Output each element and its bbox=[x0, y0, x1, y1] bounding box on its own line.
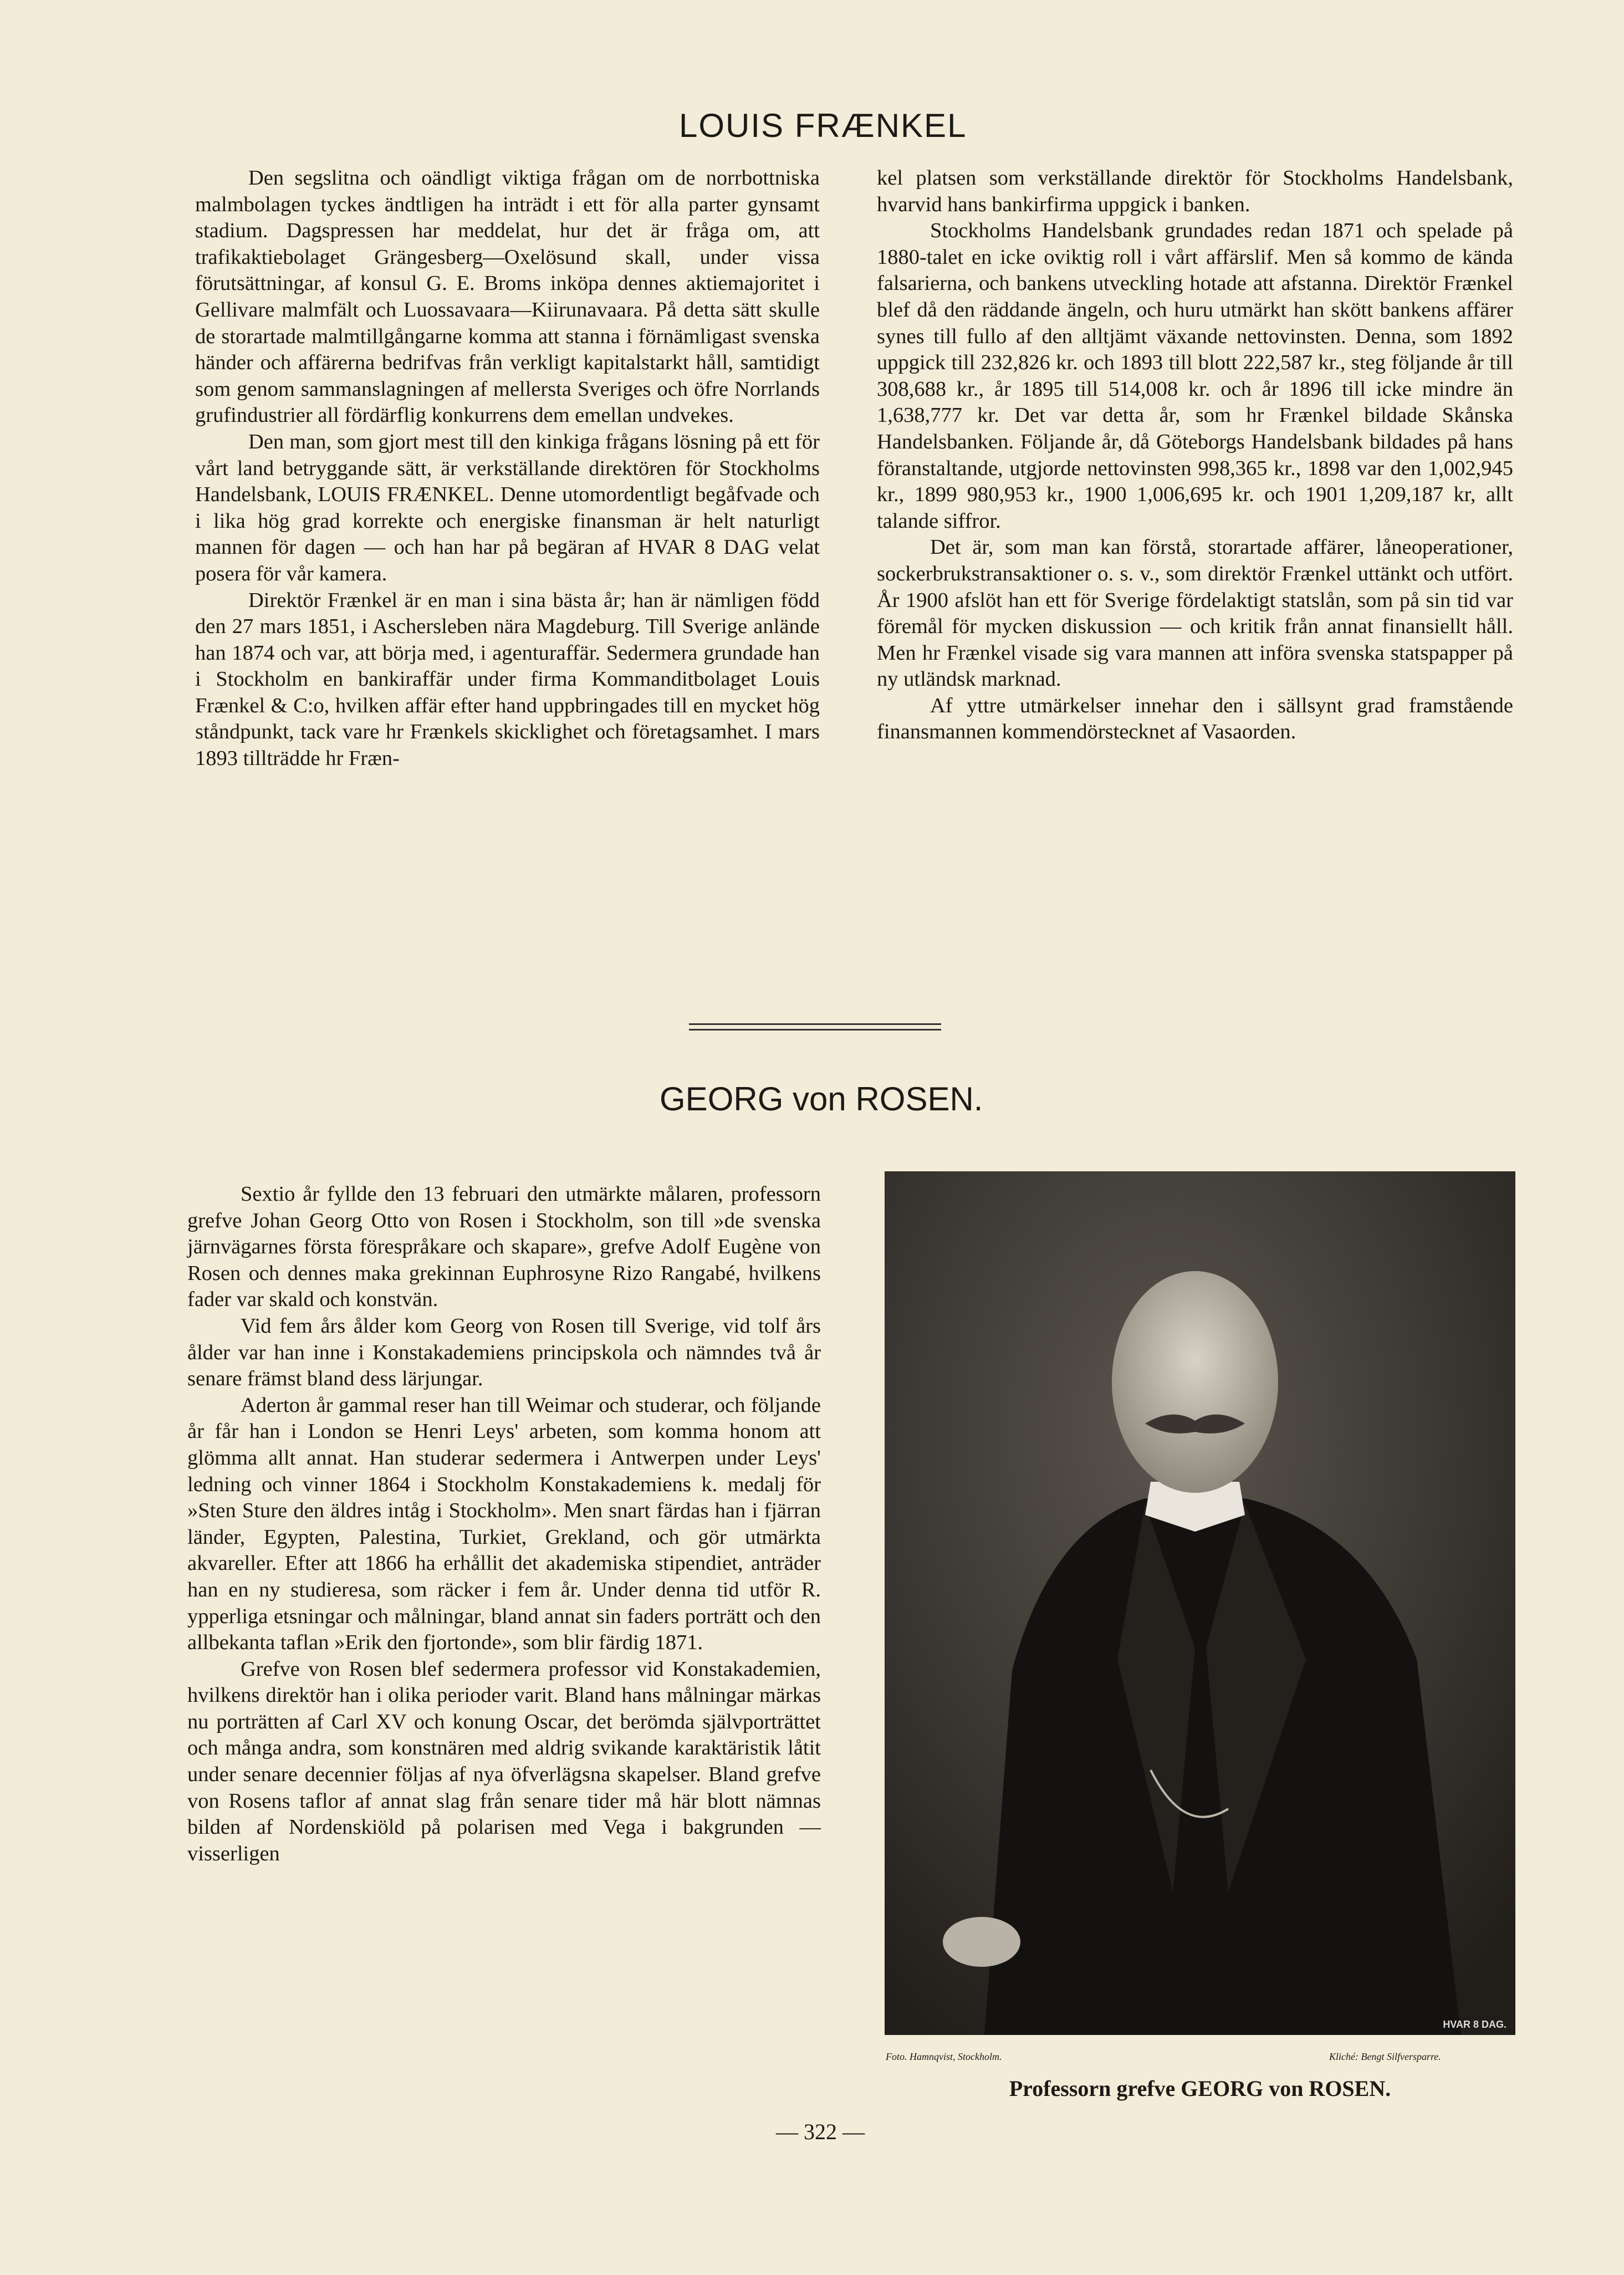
paragraph: Stockholms Handelsbank grundades redan 1871 och spelade på 1880-talet en icke oviktig roll i vårt affärslif. Men så kommo de kända falsarierna, och bankens utveckling hotade att afstanna. Direktör Frænkel blef då den räddande ängeln, och huru utmärkt han skött bankens affärer synes till fullo af den alltjämt växande nettovinsten. Denna, som 1892 uppgick till 232,826 kr. och 1893 till blott 222,587 kr., steg följande år till 308,688 kr., år 1895 till 514,008 kr. och år 1896 till icke mindre än 1,638,777 kr. Det var detta år, som hr Frænkel bildade Skånska Handelsbanken. Följande år, då Göteborgs Handelsbank bildades på hans föranstaltande, utgjorde nettovinsten 998,365 kr., 1898 var den 1,002,945 kr., 1899 980,953 kr., 1900 1,006,695 kr. och 1901 1,209,187 kr, allt talande siffror. bbox=[877, 219, 1513, 533]
article-fraenkel-right-column bbox=[877, 165, 1513, 746]
paragraph: Sextio år fyllde den 13 februari den utmärkte målaren, professorn grefve Johan Georg Otto von Rosen i Stockholm, son till »de svenska järnvägarnes första förespråkare och skapare», grefve Adolf Eugène von Rosen och dennes maka grekinnan Euphrosyne Rizo Rangabé, hvilkens fader var skald och konstvän. bbox=[187, 1182, 821, 1312]
section-divider-top bbox=[689, 1023, 941, 1025]
paragraph: Af yttre utmärkelser innehar den i sällsynt grad framstående finansmannen kommendörstecknet af Vasaorden. bbox=[877, 693, 1513, 744]
paragraph: Det är, som man kan förstå, storartade affärer, låneoperationer, sockerbrukstransaktioner o. s. v., som direktör Frænkel uttänkt och utfört. År 1900 afslöt han ett för Sverige fördelaktigt statslån, som på sin tid var föremål för mycken diskussion — och kritik från annat finansiellt håll. Men hr Frænkel visade sig vara mannen att införa svenska statspapper på ny utländsk marknad. bbox=[877, 535, 1513, 691]
page-number: — 322 — bbox=[776, 2119, 865, 2144]
section-divider-bottom bbox=[689, 1029, 941, 1031]
article-title-fraenkel: LOUIS FRÆNKEL bbox=[679, 107, 967, 144]
paragraph: Grefve von Rosen blef sedermera professor vid Konstakademien, hvilkens direktör han i olika perioder varit. Bland hans målningar märkas nu porträtten af Carl XV och konung Oscar, det berömda självporträttet och många andra, som konstnären med aldrig svikande karaktäristik låtit under senare decennier följas af nya öfverlägsna skapelser. Bland grefve von Rosens taflor af annat slag från senare tider må här blott nämnas bilden af Nordenskiöld på polarisen med Vega i bakgrunden — visserligen bbox=[187, 1657, 821, 1865]
paragraph: Vid fem års ålder kom Georg von Rosen till Sverige, vid tolf års ålder var han inne i Konstakademiens principskola och nämndes två år senare främst bland dess lärjungar. bbox=[187, 1314, 821, 1391]
paragraph: kel platsen som verkställande direktör för Stockholms Handelsbank, hvarvid hans bankirfirma uppgick i banken. bbox=[877, 166, 1513, 216]
portrait-figure-illustration bbox=[885, 1171, 1515, 2035]
photo-watermark: HVAR 8 DAG. bbox=[1443, 2019, 1506, 2030]
paragraph: Aderton år gammal reser han till Weimar och studerar, och följande år får han i London se Henri Leys' arbeten, som komma honom att glömma allt annat. Han studerar sedermera i Antwerpen under Leys' ledning och vinner 1864 i Stockholm Konstakademiens k. medalj för »Sten Sture den äldres intåg i Stockholm». Men snart färdas han i fjärran länder, Egypten, Palestina, Turkiet, Grekland, och gör utmärkta akvareller. Efter att 1866 ha erhållit det akademiska stipendiet, anträder han en ny studieresa, som räcker i fem år. Under denna tid utför R. ypperliga etsningar och målningar, bland annat sin faders porträtt och den allbekanta taflan »Erik den fjortonde», som blir färdig 1871. bbox=[187, 1393, 821, 1655]
article-title-rosen: GEORG von ROSEN. bbox=[660, 1080, 983, 1118]
photo-credit-photographer: Foto. Hamnqvist, Stockholm. bbox=[886, 2051, 1002, 2062]
paragraph: Den man, som gjort mest till den kinkiga frågans lösning på ett för vårt land betryggande sätt, är verkställande direktören för Stockholms Handelsbank, LOUIS FRÆNKEL. Denne utomordentligt begåfvade och i lika hög grad korrekte och energiske finansman är helt naturligt mannen för dagen — och han har på begäran af HVAR 8 DAG velat posera för vår kamera. bbox=[195, 430, 820, 585]
paragraph: Den segslitna och oändligt viktiga frågan om de norrbottniska malmbolagen tyckes ändtligen ha inträdt i ett för alla parter gynsamt stadium. Dagspressen har meddelat, hur det är fråga om, att trafikaktiebolaget Grängesberg—Oxelösund skall, under vissa förutsättningar, af konsul G. E. Broms inköpa dennes aktiemajoritet i Gellivare malmfält och Luossavaara—Kiirunavaara. På detta sätt skulle de storartade malmtillgångarne komma att stanna i förnämligast svenska händer och affärerna bedrifvas från verkligt kapitalstarkt håll, samtidigt som genom sammanslagningen af mellersta Sveriges och öfre Norrlands grufindustrier all fördärflig konkurrens dem emellan undvekes. bbox=[195, 166, 820, 427]
paragraph: Direktör Frænkel är en man i sina bästa år; han är nämligen född den 27 mars 1851, i Aschersleben nära Magdeburg. Till Sverige anlände han 1874 och var, att börja med, i agenturaffär. Sedermera grundade han i Stockholm en bankiraffär under firma Kommanditbolaget Louis Frænkel & C:o, hvilken affär efter hand uppbringades till en mycket hög ståndpunkt, tack vare hr Frænkels skicklighet och företagsamhet. I mars 1893 tillträdde hr Fræn- bbox=[195, 588, 820, 771]
article-rosen-column bbox=[187, 1181, 821, 1867]
article-fraenkel-left-column bbox=[195, 165, 820, 772]
photo-credit-engraver: Kliché: Bengt Silfversparre. bbox=[1329, 2051, 1441, 2062]
photo-caption: Professorn grefve GEORG von ROSEN. bbox=[1009, 2076, 1391, 2101]
portrait-photo bbox=[885, 1171, 1515, 2035]
